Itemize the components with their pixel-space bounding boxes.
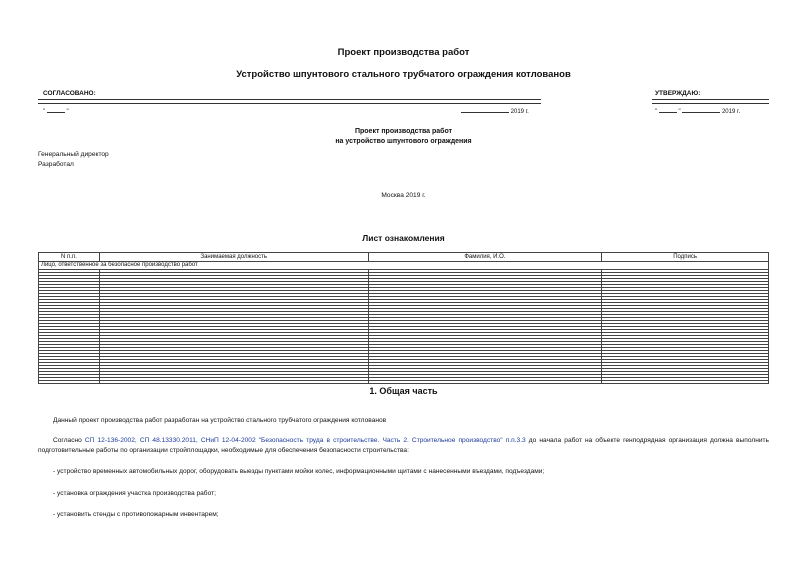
approve-date-line: " " 2019 г.	[655, 106, 740, 115]
paragraph-intro: Данный проект производства работ разработан на устройство стального трубчатого ограждения котлованов	[53, 417, 387, 424]
paragraph-requirements: Согласно СП 12-136-2002, СП 48.13330.2011, СНиП 12-04-2002 "Безопасность труда в строительстве. Часть 2. Строительное производство" п.п.3.3 до начала работ на объекте генподрядная организация должна выполнить подготовительные работы по организации стройплощадки, необходимые для обеспечения безопасности строительства:	[38, 437, 769, 454]
document-subtitle: Устройство шпунтового стального трубчатого ограждения котлованов	[236, 69, 571, 80]
acknowledgement-title: Лист ознакомления	[362, 233, 445, 243]
table-header-row	[39, 253, 769, 262]
table-cell	[99, 381, 368, 384]
table-cell	[368, 381, 602, 384]
agreed-date-line: " "	[43, 106, 69, 115]
city-year: Москва 2019 г.	[381, 192, 426, 199]
norms-link[interactable]: СП 12-136-2002, СП 48.13330.2011, СНиП 12-04-2002 "Безопасность труда в строительстве. Часть 2. Строительное производство" п.п.3.3	[84, 437, 526, 444]
responsible-row	[39, 262, 769, 270]
document-title: Проект производства работ	[337, 47, 470, 58]
cover-title-line1: Проект производства работ	[354, 128, 453, 135]
agreed-label: СОГЛАСОВАНО:	[43, 90, 96, 97]
table-row	[39, 381, 769, 384]
column-header: Подпись	[602, 253, 769, 262]
agreed-year-line	[461, 106, 529, 115]
column-header: Фамилия, И.О.	[368, 253, 602, 262]
column-header: Занимаемая должность	[99, 253, 368, 262]
table-cell	[39, 381, 100, 384]
list-item: - установка ограждения участка производства работ;	[53, 490, 216, 497]
approve-label: УТВЕРЖДАЮ:	[655, 90, 701, 97]
cover-title-line2: на устройство шпунтового ограждения	[335, 138, 472, 145]
list-item: - установить стенды с противопожарным инвентарем;	[53, 511, 219, 518]
general-director-label: Генеральный директор	[38, 151, 109, 158]
developed-by-label: Разработал	[38, 161, 74, 168]
section-heading: 1. Общая часть	[369, 386, 438, 396]
responsible-person-label: Лицо, ответственное за безопасное производство работ	[39, 262, 769, 270]
agreed-double-line	[38, 99, 541, 104]
list-item: - устройство временных автомобильных дорог, оборудовать выезды пунктами мойки колес, информационными щитами с нанесенными въездами, подъездами;	[53, 468, 545, 475]
approve-year: 2019 г.	[721, 109, 741, 115]
table-cell	[602, 381, 769, 384]
agreed-year: 2019 г.	[510, 109, 529, 115]
approve-double-line	[652, 99, 769, 104]
column-header: N п.п.	[39, 253, 100, 262]
acknowledgement-table	[38, 252, 769, 384]
